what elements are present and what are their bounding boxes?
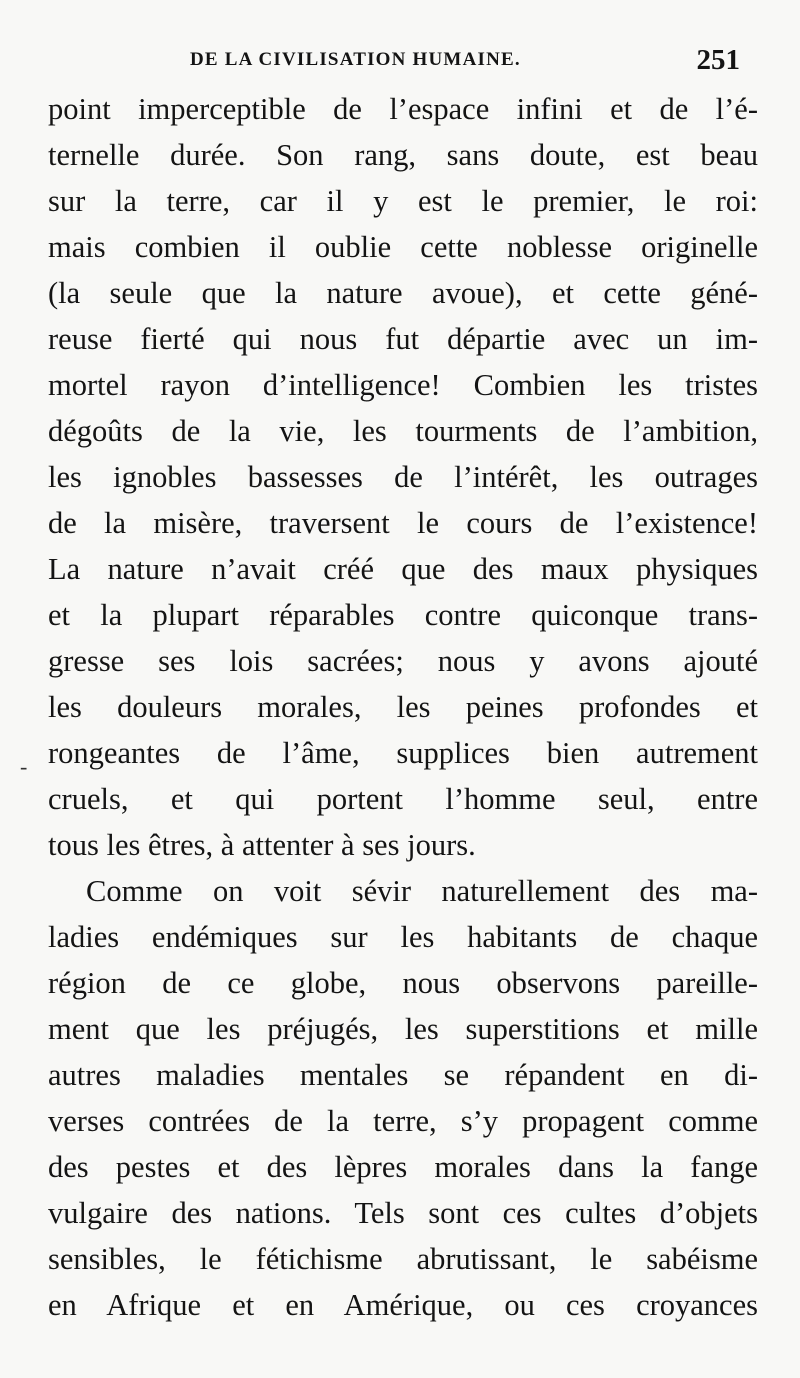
text-line: en Afrique et en Amérique, ou ces croyances [48,1288,758,1322]
text-line: verses contrées de la terre, s’y propagent comme [48,1104,758,1138]
text-line: les ignobles bassesses de l’intérêt, les outrages [48,460,758,494]
paragraph-2 [48,868,758,1328]
text-line: point imperceptible de l’espace infini et de l’é- [48,92,758,126]
page-number: 251 [696,43,740,76]
text-line: sensibles, le fétichisme abrutissant, le sabéisme [48,1242,758,1276]
text-line: reuse fierté qui nous fut départie avec un im- [48,322,758,356]
text-line: La nature n’avait créé que des maux physiques [48,552,758,586]
text-line: autres maladies mentales se répandent en di- [48,1058,758,1092]
text-line: des pestes et des lèpres morales dans la fange [48,1150,758,1184]
text-line: (la seule que la nature avoue), et cette géné- [48,276,758,310]
text-line: gresse ses lois sacrées; nous y avons ajouté [48,644,758,678]
text-line: région de ce globe, nous observons pareille- [48,966,758,1000]
text-line: rongeantes de l’âme, supplices bien autrement [48,736,758,770]
text-line: tous les êtres, à attenter à ses jours. [48,828,476,862]
text-line: de la misère, traversent le cours de l’existence! [48,506,758,540]
text-line: ment que les préjugés, les superstitions et mille [48,1012,758,1046]
text-line: cruels, et qui portent l’homme seul, entre [48,782,758,816]
text-line: sur la terre, car il y est le premier, le roi: [48,184,758,218]
margin-mark: - [20,754,28,779]
text-line: les douleurs morales, les peines profondes et [48,690,758,724]
text-line: Comme on voit sévir naturellement des ma- [86,874,758,908]
paragraph-1 [48,86,758,868]
text-line: mortel rayon d’intelligence! Combien les tristes [48,368,758,402]
text-line: vulgaire des nations. Tels sont ces cultes d’objets [48,1196,758,1230]
page-header [50,38,750,82]
text-line: ternelle durée. Son rang, sans doute, est beau [48,138,758,172]
text-line: dégoûts de la vie, les tourments de l’ambition, [48,414,758,448]
running-title: DE LA CIVILISATION HUMAINE. [190,49,521,70]
text-line: et la plupart réparables contre quiconque trans- [48,598,758,632]
text-line: ladies endémiques sur les habitants de chaque [48,920,758,954]
text-line: mais combien il oublie cette noblesse originelle [48,230,758,264]
body-text [48,86,758,1328]
